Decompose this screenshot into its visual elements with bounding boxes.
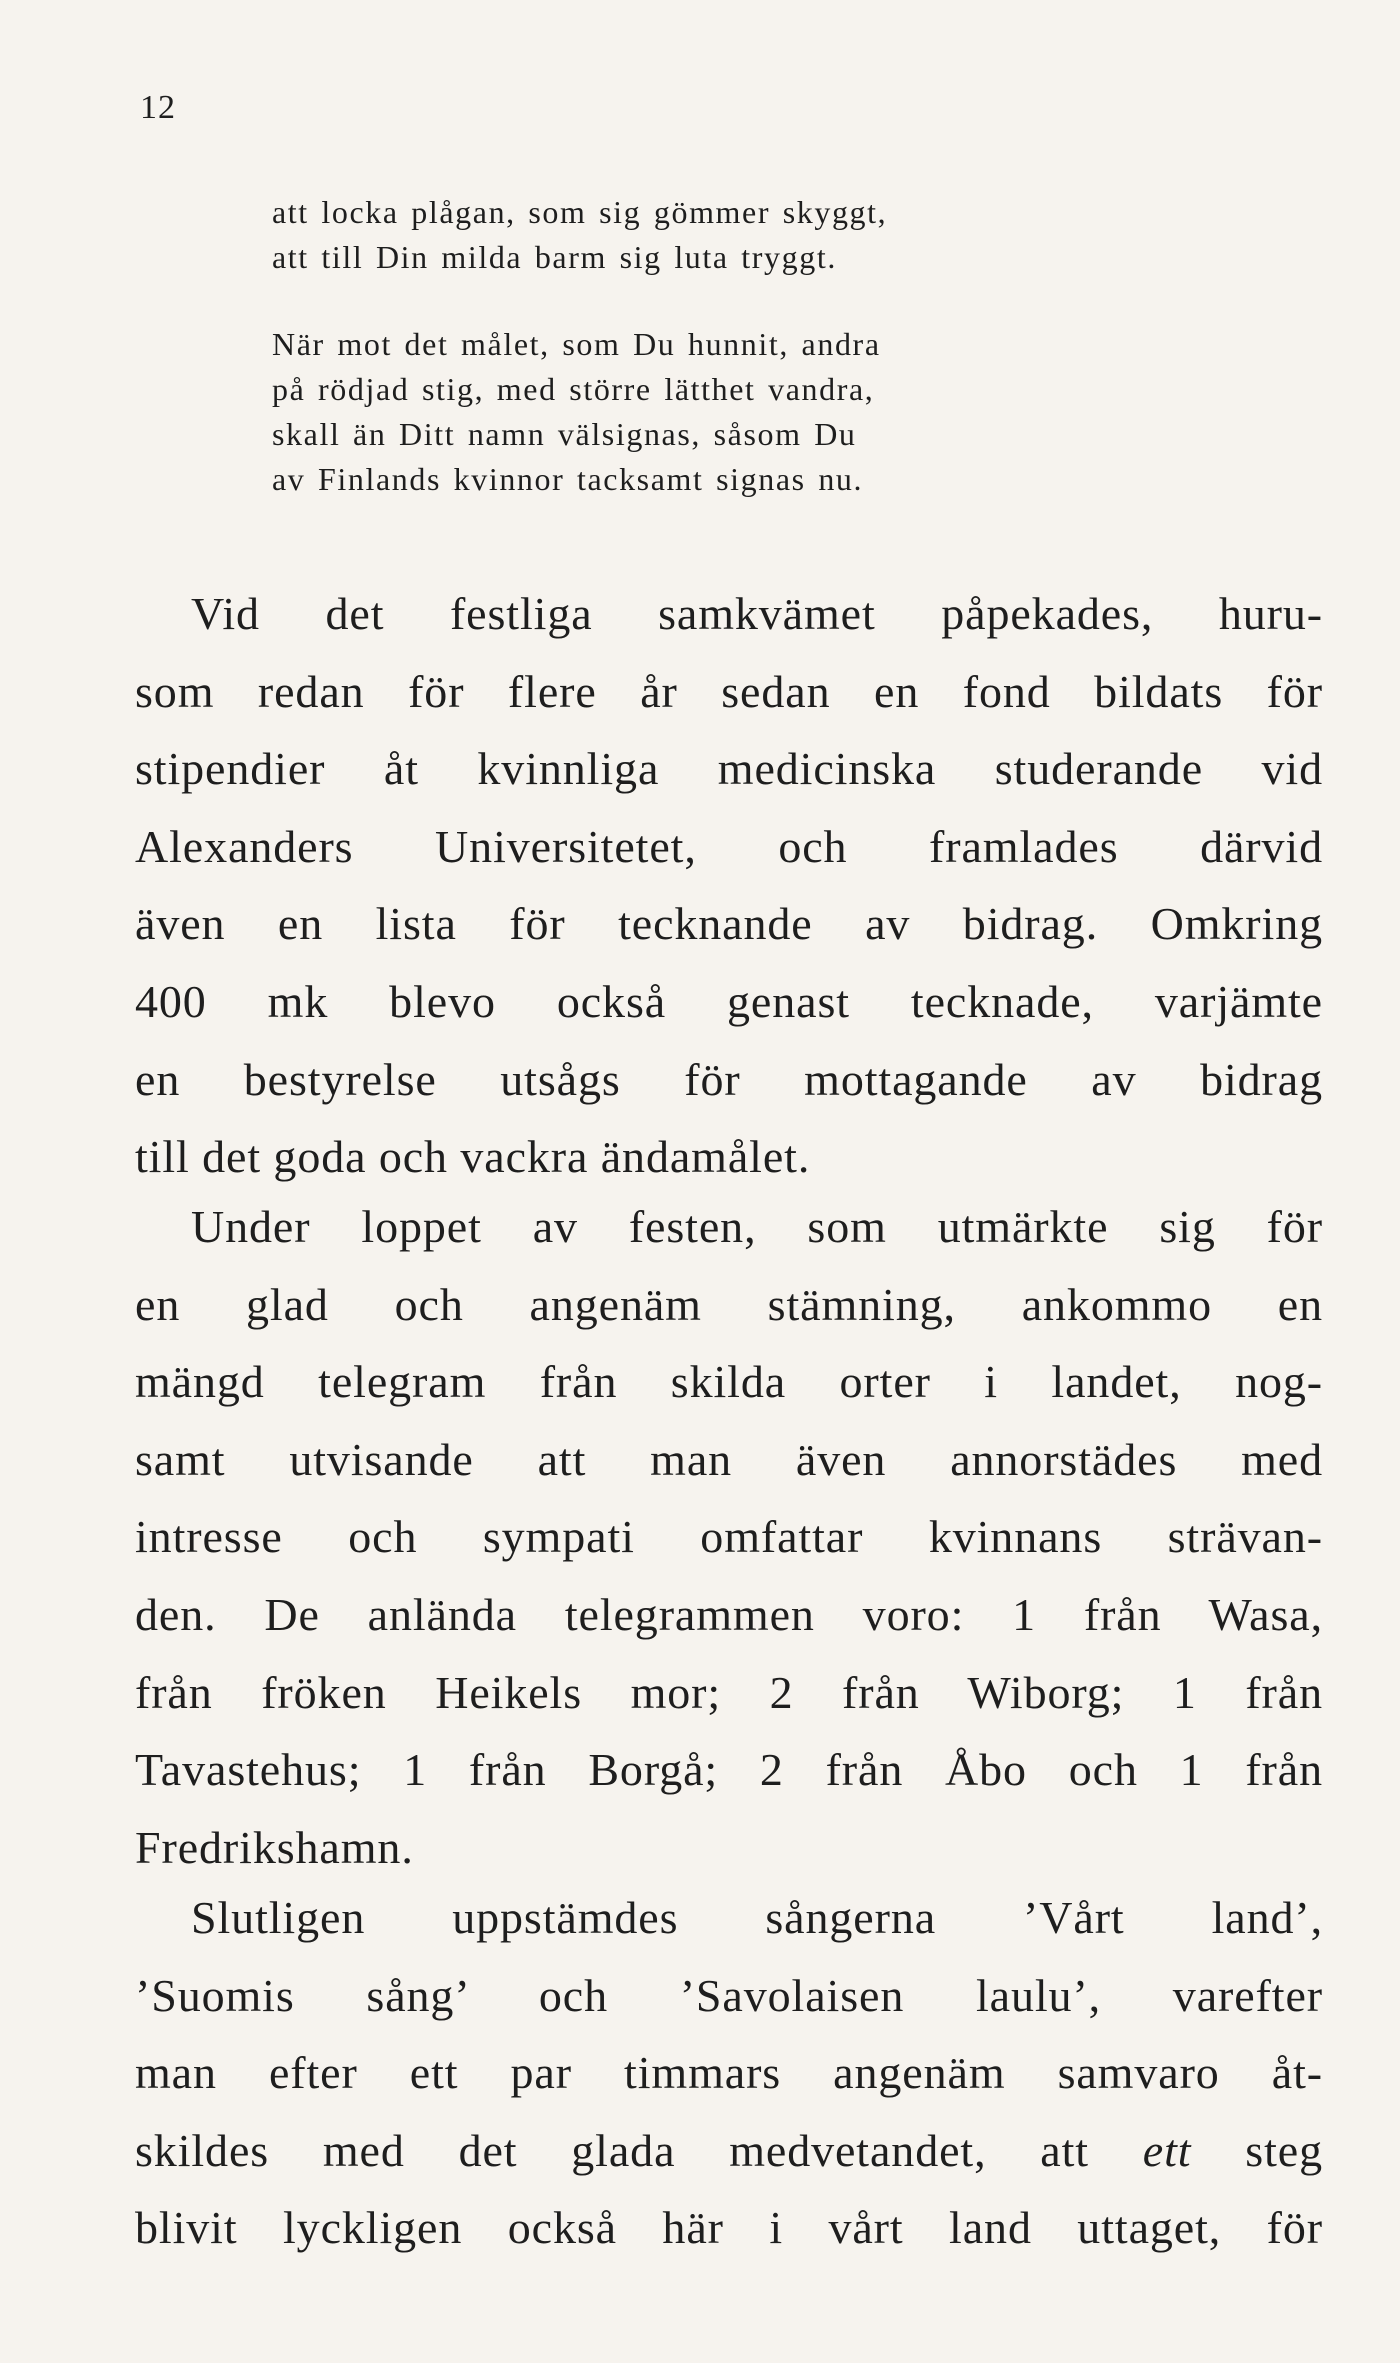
text-line: Alexanders Universitetet, och framlades därvid [135,820,1323,872]
text-line: intresse och sympati omfattar kvinnans strävan- [135,1511,1323,1563]
verse-line: När mot det målet, som Du hunnit, andra [272,326,881,362]
text-line: samt utvisande att man även annorstädes med [135,1433,1323,1485]
text-line: man efter ett par timmars angenäm samvaro åt- [135,2047,1323,2099]
text-line: en bestyrelse utsågs för mottagande av bidrag [135,1053,1323,1105]
paragraph-songs [135,1879,1323,2267]
text-segment: steg [1191,2124,1323,2176]
verse-line: skall än Ditt namn välsignas, såsom Du [272,416,857,452]
text-line: en glad och angenäm stämning, ankommo en [135,1278,1323,1330]
verse-line: att till Din milda barm sig luta tryggt. [272,239,837,275]
text-line: Vid det festliga samkvämet påpekades, huru- [191,588,1323,639]
text-line: mängd telegram från skilda orter i landet, nog- [135,1356,1323,1408]
verse-line: av Finlands kvinnor tacksamt signas nu. [272,461,864,497]
verse-line: att locka plågan, som sig gömmer skyggt, [272,194,888,230]
text-segment: skildes med det glada medvetandet, att [135,2124,1143,2176]
text-line: Tavastehus; 1 från Borgå; 2 från Åbo och 1 från [135,1744,1323,1796]
text-line: blivit lyckligen också här i vårt land uttaget, för [135,2202,1323,2254]
text-line: stipendier åt kvinnliga medicinska studerande vid [135,743,1323,795]
page-number: 12 [140,89,176,126]
paragraph-fund [135,575,1323,1196]
text-line: ’Suomis sång’ och ’Savolaisen laulu’, varefter [135,1969,1323,2021]
text-line: Under loppet av festen, som utmärkte sig för [191,1201,1323,1252]
italic-word: ett [1142,2124,1192,2176]
text-line: till det goda och vackra ändamålet. [135,1131,811,1183]
verse-line: på rödjad stig, med större lätthet vandra, [272,371,875,407]
text-line: den. De anlända telegrammen voro: 1 från Wasa, [135,1588,1323,1640]
text-line [135,2112,1323,2190]
poem-stanza-1 [272,190,1272,280]
text-line: från fröken Heikels mor; 2 från Wiborg; 1 från [135,1666,1323,1718]
text-line: som redan för flere år sedan en fond bildats för [135,665,1323,717]
paragraph-telegrams [135,1188,1323,1886]
poem-stanza-2 [272,322,1272,502]
text-line: Fredrikshamn. [135,1821,414,1873]
text-line: Slutligen uppstämdes sångerna ’Vårt land’, [191,1892,1323,1943]
text-line: 400 mk blevo också genast tecknade, varjämte [135,975,1323,1027]
text-line: även en lista för tecknande av bidrag. Omkring [135,898,1323,950]
